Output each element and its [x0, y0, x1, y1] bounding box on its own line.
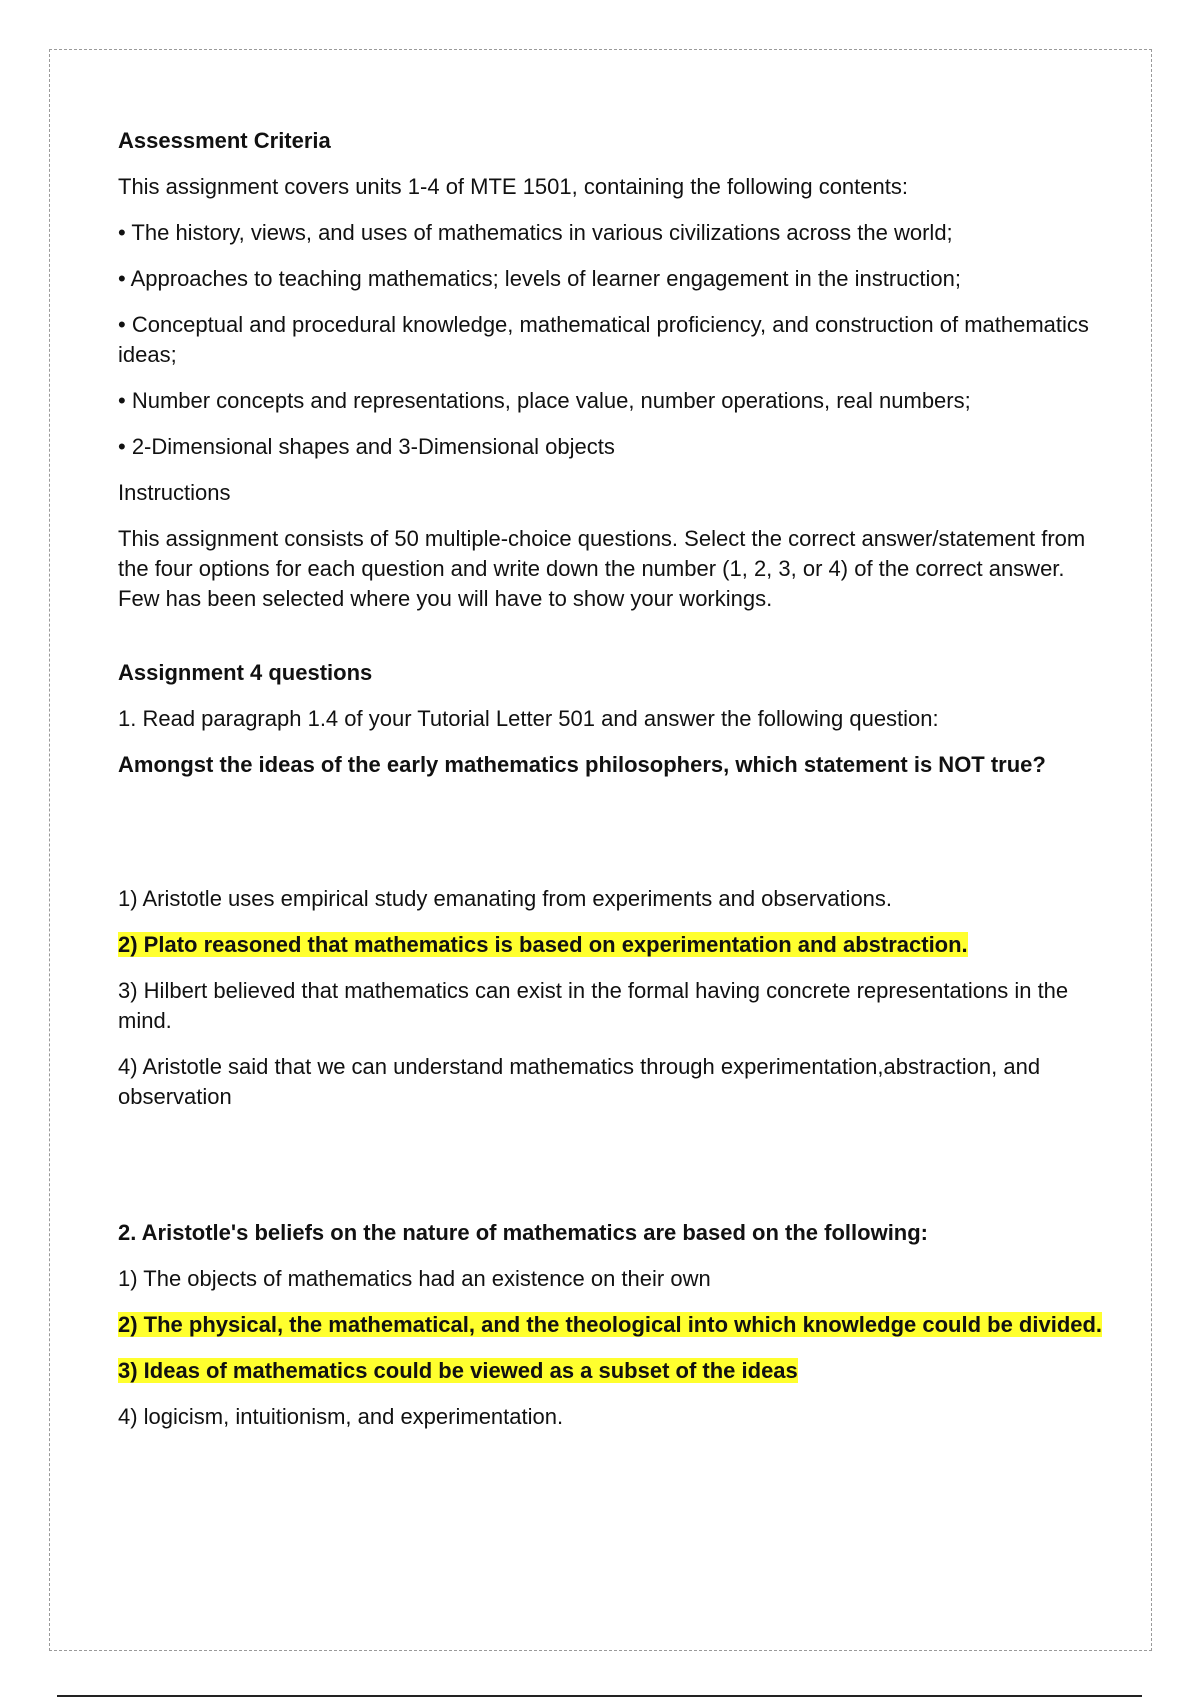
bullet-item: • The history, views, and uses of mathematics in various civilizations across the world;	[118, 220, 953, 245]
q2-question: 2. Aristotle's beliefs on the nature of mathematics are based on the following:	[118, 1220, 929, 1245]
q2-option-4: 4) logicism, intuitionism, and experimentation.	[118, 1404, 564, 1429]
assessment-intro: This assignment covers units 1-4 of MTE 1501, containing the following contents:	[118, 174, 908, 199]
q2-option-1: 1) The objects of mathematics had an existence on their own	[118, 1266, 711, 1291]
highlighted-answer: 2) Plato reasoned that mathematics is based on experimentation and abstraction.	[118, 932, 968, 957]
bullet-item: • Approaches to teaching mathematics; levels of learner engagement in the instruction;	[118, 266, 961, 291]
document-content	[118, 126, 1103, 1448]
highlighted-answer: 2) The physical, the mathematical, and the theological into which knowledge could be divided.	[118, 1312, 1103, 1337]
page-bottom-rule	[57, 1695, 1142, 1697]
assessment-criteria-heading: Assessment Criteria	[118, 128, 331, 153]
q1-option-1: 1) Aristotle uses empirical study emanating from experiments and observations.	[118, 886, 893, 911]
assignment-heading: Assignment 4 questions	[118, 660, 373, 685]
bullet-item: • Conceptual and procedural knowledge, mathematical proficiency, and construction of mathematics ideas;	[118, 312, 1089, 367]
q1-option-3: 3) Hilbert believed that mathematics can exist in the formal having concrete representations in the mind.	[118, 978, 1069, 1033]
q2-option-3-highlighted	[118, 1356, 1103, 1386]
instructions-label: Instructions	[118, 480, 231, 505]
q2-option-2-highlighted	[118, 1310, 1103, 1340]
q1-question: Amongst the ideas of the early mathematics philosophers, which statement is NOT true?	[118, 752, 1046, 777]
bullet-item: • 2-Dimensional shapes and 3-Dimensional objects	[118, 434, 615, 459]
q1-option-2-highlighted	[118, 930, 1103, 960]
highlighted-answer: 3) Ideas of mathematics could be viewed as a subset of the ideas	[118, 1358, 798, 1383]
q1-option-4: 4) Aristotle said that we can understand mathematics through experimentation,abstraction, and observation	[118, 1054, 1041, 1109]
instructions-text: This assignment consists of 50 multiple-choice questions. Select the correct answer/statement from the four options for each question and write down the number (1, 2, 3, or 4) of the correct answer. Few has been selected where you will have to show your workings.	[118, 526, 1086, 611]
q1-lead: 1. Read paragraph 1.4 of your Tutorial Letter 501 and answer the following question:	[118, 706, 939, 731]
bullet-item: • Number concepts and representations, place value, number operations, real numbers;	[118, 388, 971, 413]
